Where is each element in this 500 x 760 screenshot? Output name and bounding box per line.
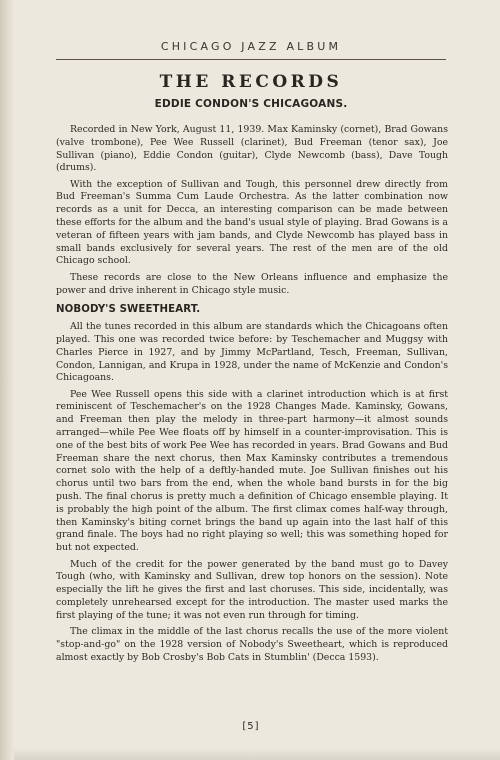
page-subtitle: EDDIE CONDON'S CHICAGOANS. — [154, 98, 348, 110]
page-bottom-shadow — [14, 748, 500, 760]
body-paragraph: The climax in the middle of the last chorus recalls the use of the more violent "stop-and-go" on the 1928 version of Nobody's Sweetheart, which is reproduced almost exactly by Bob Crosby's Bob Cats in Stumblin' (Decca 1593). — [56, 625, 448, 663]
body-paragraph: These records are close to the New Orleans influence and emphasize the power and drive inherent in Chicago style music. — [56, 271, 448, 296]
body-paragraph: Recorded in New York, August 11, 1939. Max Kaminsky (cornet), Brad Gowans (valve trombone), Pee Wee Russell (clarinet), Bud Freeman (tenor sax), Joe Sullivan (piano), Eddie Condon (guitar), Clyde Newcomb (bass), Dave Tough (drums). — [56, 124, 448, 174]
page-title: THE RECORDS — [159, 72, 343, 92]
body-paragraph: With the exception of Sullivan and Tough, this personnel drew directly from Bud Freeman's Summa Cum Laude Orchestra. As the latter combination now records as a unit for Decca, an interesting comparison can be made between these efforts for the album and the band's usual style of playing. Brad Gowans is a veteran of fifteen years with jam bands, and Clyde Newcomb has played bass in small bands exclusively for several years. The rest of the men are of the old Chicago school. — [56, 178, 448, 267]
body-paragraph: Much of the credit for the power generated by the band must go to Davey Tough (who, with Kaminsky and Sullivan, drew top honors on the session). Note especially the lift he gives the first and last choruses. This side, incidentally, was completely unrehearsed except for the introduction. The master used marks the first playing of the tune; it was not even run through for timing. — [56, 558, 448, 621]
header-rule — [56, 59, 446, 60]
article-body — [56, 124, 448, 668]
body-paragraph: All the tunes recorded in this album are standards which the Chicagoans often played. This one was recorded twice before: by Teschemacher and Muggsy with Charles Pierce in 1927, and by Jimmy McPartland, Tesch, Freeman, Sullivan, Condon, Lannigan, and Krupa in 1928, under the name of McKenzie and Condon's Chicagoans. — [56, 321, 448, 384]
running-head: CHICAGO JAZZ ALBUM — [160, 40, 342, 53]
section-heading: NOBODY'S SWEETHEART. — [56, 304, 201, 316]
body-paragraph: Pee Wee Russell opens this side with a clarinet introduction which is at first reminiscent of Teschemacher's on the 1928 Changes Made. Kaminsky, Gowans, and Freeman then play the melody in three-part harmony—it almost sounds arranged—while Pee Wee floats off by himself in a counter-improvisation. This is one of the best bits of work Pee Wee has recorded in years. Brad Gowans and Bud Freeman share the next chorus, then Max Kaminsky contributes a tremendous cornet solo with the help of a deftly-handed mute. Joe Sullivan finishes out his chorus until two bars from the end, when the whole band bursts in for the big push. The final chorus is pretty much a definition of Chicago ensemble playing. It is probably the high point of the album. The first climax comes half-way through, then Kaminsky's biting cornet brings the band up again into the last half of this grand finale. The boys had no right playing so well; this was something hoped for but not expected. — [56, 388, 448, 554]
page-binding-edge — [0, 0, 14, 760]
page-number: [5] — [242, 721, 260, 732]
